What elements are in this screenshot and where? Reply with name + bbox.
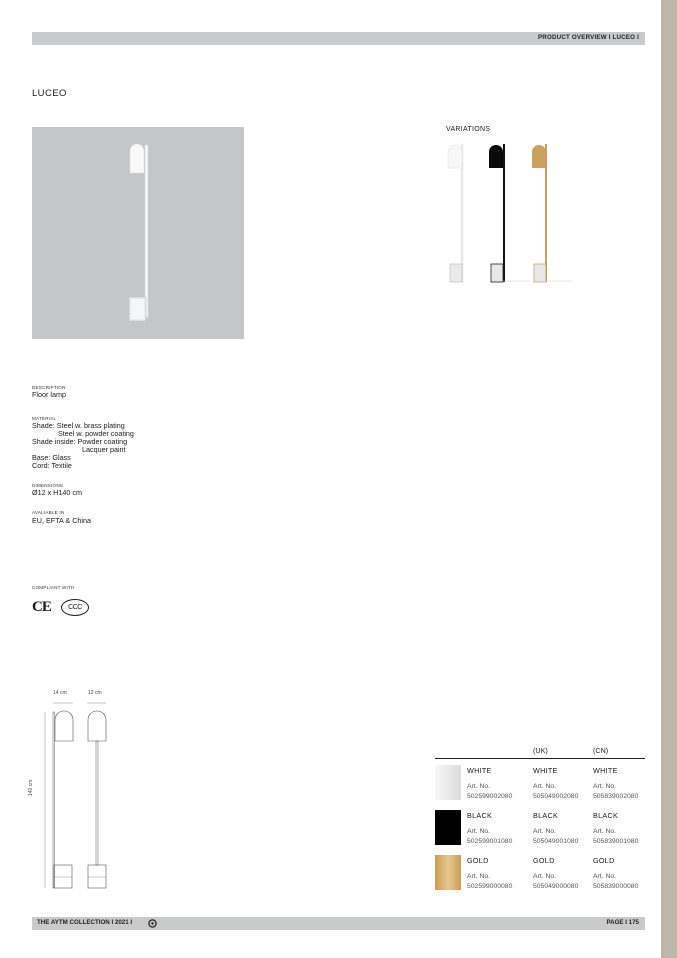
- row-gold-art-label-cn: Art. No.: [593, 873, 617, 880]
- product-title: LUCEO: [32, 88, 67, 99]
- row-white-art-label-eu: Art. No.: [467, 783, 491, 790]
- description-value: Floor lamp: [32, 390, 66, 399]
- row-black-art-label-uk: Art. No.: [533, 828, 557, 835]
- header-bar: [32, 32, 645, 45]
- swatch-black: [435, 810, 461, 845]
- hero-image: [32, 127, 244, 339]
- row-gold-art-eu: 502599000080: [467, 883, 513, 890]
- row-gold-art-cn: 505839000080: [593, 883, 639, 890]
- table-header-uk: (UK): [533, 746, 548, 755]
- description-label: DESCRIPTION: [32, 385, 66, 390]
- swatch-gold: [435, 855, 461, 890]
- row-black-art-uk: 505049001080: [533, 838, 579, 845]
- row-gold-name-uk: GOLD: [533, 856, 555, 865]
- variations-image: [440, 138, 580, 288]
- row-white-art-uk: 505049002080: [533, 793, 579, 800]
- header-text: PRODUCT OVERVIEW I LUCEO I: [537, 34, 639, 41]
- material-line-lacquer: Lacquer paint: [82, 445, 126, 454]
- row-white-art-eu: 502599002080: [467, 793, 513, 800]
- material-line-base: Base: Glass: [32, 453, 71, 462]
- compliant-label: COMPLIANT WITH: [32, 585, 75, 590]
- row-white-name-eu: WHITE: [467, 766, 492, 775]
- table-header-cn: (CN): [593, 746, 609, 755]
- hero-lamp-illustration: [32, 127, 244, 339]
- row-white-name-uk: WHITE: [533, 766, 558, 775]
- row-black-art-cn: 505839001080: [593, 838, 639, 845]
- drawing-width-shade: 14 cm: [53, 690, 67, 696]
- available-value: EU, EFTA & China: [32, 516, 91, 525]
- row-white-art-label-cn: Art. No.: [593, 783, 617, 790]
- variations-label: VARIATIONS: [446, 126, 491, 133]
- brand-logo-icon: [148, 919, 157, 928]
- drawing-height-label: 140 cm: [28, 779, 34, 796]
- row-gold-art-label-eu: Art. No.: [467, 873, 491, 880]
- table-divider: [435, 758, 645, 759]
- material-line-steel: Steel w. powder coating: [58, 429, 134, 438]
- row-gold-art-label-uk: Art. No.: [533, 873, 557, 880]
- row-white-art-cn: 505839002080: [593, 793, 639, 800]
- footer-left-text: THE AYTM COLLECTION I 2021 I: [37, 919, 133, 926]
- row-black-art-eu: 502599001080: [467, 838, 513, 845]
- drawing-width-base: 12 cm: [88, 690, 102, 696]
- technical-drawing: [40, 698, 120, 893]
- swatch-white: [435, 765, 461, 800]
- row-black-art-label-cn: Art. No.: [593, 828, 617, 835]
- ce-mark-icon: CE: [32, 599, 51, 615]
- dimensions-label: DIMENSIONS: [32, 483, 64, 488]
- footer-page-number: PAGE I 175: [606, 919, 639, 926]
- material-line-cord: Cord: Textile: [32, 461, 72, 470]
- row-black-name-uk: BLACK: [533, 811, 559, 820]
- side-strip: [661, 0, 677, 958]
- dimensions-value: Ø12 x H140 cm: [32, 488, 82, 497]
- row-black-name-eu: BLACK: [467, 811, 493, 820]
- material-line-shade: Shade: Steel w. brass plating: [32, 421, 125, 430]
- material-line-shade-inside: Shade inside: Powder coating: [32, 437, 128, 446]
- row-gold-name-eu: GOLD: [467, 856, 489, 865]
- row-gold-art-uk: 505049000080: [533, 883, 579, 890]
- row-black-name-cn: BLACK: [593, 811, 619, 820]
- row-black-art-label-eu: Art. No.: [467, 828, 491, 835]
- row-gold-name-cn: GOLD: [593, 856, 615, 865]
- row-white-name-cn: WHITE: [593, 766, 618, 775]
- ccc-mark-icon: CCC: [61, 599, 89, 616]
- row-white-art-label-uk: Art. No.: [533, 783, 557, 790]
- available-label: AVALIABLE IN: [32, 510, 65, 515]
- footer-bar: [32, 917, 645, 930]
- material-label: MATERIAL: [32, 416, 57, 421]
